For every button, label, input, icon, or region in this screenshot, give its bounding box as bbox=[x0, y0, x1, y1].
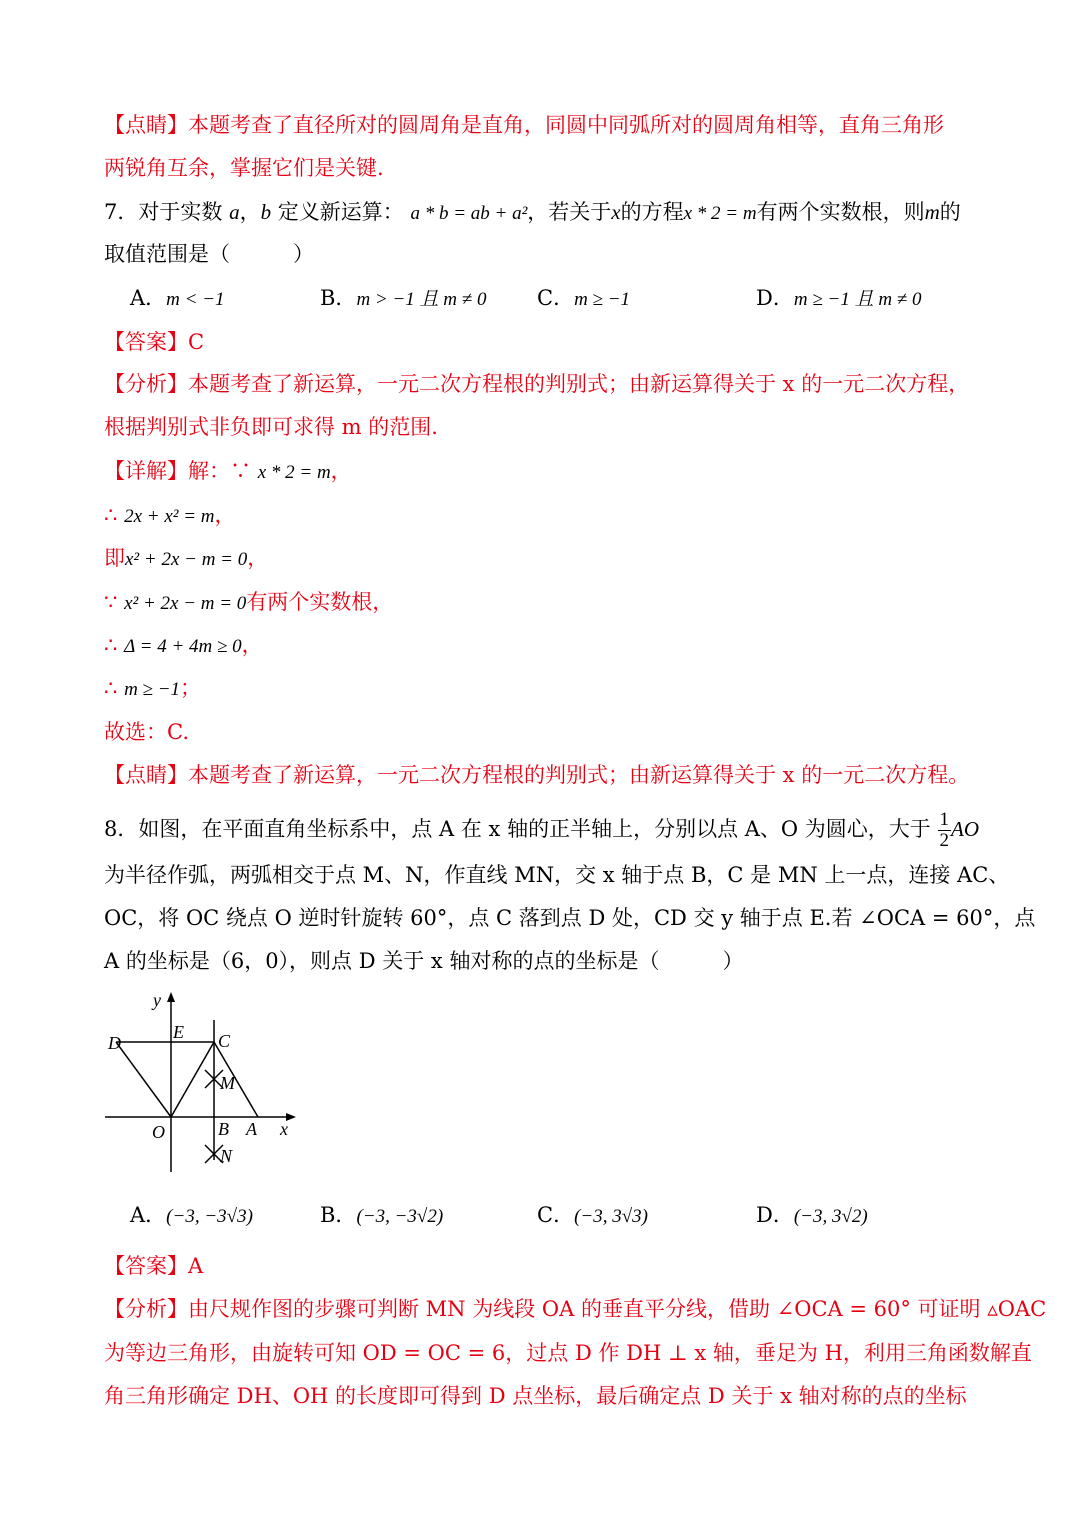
q7-choose: 故选：C. bbox=[104, 720, 189, 744]
q7-comma: ， bbox=[239, 200, 261, 224]
q8-answer: 【答案】A bbox=[104, 1254, 204, 1278]
q7-option-d: D．m ≥ −1 且 m ≠ 0 bbox=[756, 286, 922, 310]
q7-option-a: A．m < −1 bbox=[130, 286, 225, 310]
q7-option-b: B．m > −1 且 m ≠ 0 bbox=[320, 286, 487, 310]
q7-text-mid: 定义新运算： bbox=[271, 200, 404, 224]
q8-stem-line-1: 8．如图，在平面直角坐标系中，点 A 在 x 轴的正半轴上，分别以点 A、O 为圆心，大于 $\frac{1}{2}$ AO bbox=[104, 809, 979, 851]
label-b: B bbox=[218, 1119, 229, 1139]
q7-detail-step-6: ∴ m ≥ −1； bbox=[104, 676, 202, 700]
q7-text-end: 的 bbox=[939, 200, 961, 224]
q7-text-mid2: ，若关于 bbox=[527, 200, 612, 224]
q8-option-b: B．(−3, −3√2) bbox=[320, 1203, 444, 1227]
q8-option-c: C．(−3, 3√3) bbox=[537, 1203, 648, 1227]
q7-number: 7．对于实数 bbox=[104, 200, 223, 224]
q8-option-d: D．(−3, 3√2) bbox=[756, 1203, 868, 1227]
review-line-2: 两锐角互余，掌握它们是关键. bbox=[104, 156, 384, 180]
q7-var-b: b bbox=[260, 200, 272, 224]
q7-analysis-line-2: 根据判别式非负即可求得 m 的范围. bbox=[104, 415, 438, 439]
q8-stem-line-4: A 的坐标是（6，0），则点 D 关于 x 轴对称的点的坐标是（ ） bbox=[104, 949, 744, 973]
q7-text-mid3: 的方程 bbox=[620, 200, 684, 224]
q8-analysis-line-2: 为等边三角形，由旋转可知 OD = OC = 6，过点 D 作 DH ⊥ x 轴，垂足为 H，利用三角函数解直 bbox=[104, 1341, 1032, 1365]
q8-fraction: $\frac{1}{2}$ bbox=[939, 809, 949, 851]
q7-detail-step-5: ∴ Δ = 4 + 4m ≥ 0， bbox=[104, 633, 263, 657]
q7-option-c: C．m ≥ −1 bbox=[537, 286, 631, 310]
y-axis-arrow bbox=[167, 992, 175, 1002]
q7-detail-step-4: ∵ x² + 2x − m = 0有两个实数根， bbox=[104, 590, 394, 614]
label-a: A bbox=[246, 1119, 257, 1139]
q8-stem-line-2: 为半径作弧，两弧相交于点 M、N，作直线 MN，交 x 轴于点 B，C 是 MN 上一点，连接 AC、 bbox=[104, 863, 1010, 887]
q7-stem-line-2: 取值范围是（ ） bbox=[104, 242, 314, 266]
segment-do bbox=[116, 1042, 171, 1117]
q8-option-a: A．(−3, −3√3) bbox=[130, 1203, 253, 1227]
label-y: y bbox=[153, 990, 161, 1010]
label-d: D bbox=[108, 1033, 121, 1053]
q7-review: 【点睛】本题考查了新运算，一元二次方程根的判别式；由新运算得关于 x 的一元二次方程。 bbox=[104, 763, 970, 787]
q8-analysis-line-3: 角三角形确定 DH、OH 的长度即可得到 D 点坐标，最后确定点 D 关于 x 轴对称的点的坐标 bbox=[104, 1384, 967, 1408]
q7-analysis-line-1: 【分析】本题考查了新运算，一元二次方程根的判别式；由新运算得关于 x 的一元二次方程， bbox=[104, 372, 970, 396]
label-c: C bbox=[218, 1031, 231, 1051]
label-m: M bbox=[220, 1073, 235, 1093]
q7-equation: x * 2 = m bbox=[683, 203, 757, 224]
q7-var-m: m bbox=[924, 200, 940, 224]
q8-figure bbox=[100, 990, 300, 1175]
q7-text-mid4: 有两个实数根，则 bbox=[756, 200, 925, 224]
q7-detail-step-1: 【详解】解：∵ x * 2 = m， bbox=[104, 459, 352, 483]
q7-var-x: x bbox=[611, 200, 621, 224]
review-line-1: 【点睛】本题考查了直径所对的圆周角是直角，同圆中同弧所对的圆周角相等，直角三角形 bbox=[104, 113, 944, 137]
segment-oc bbox=[171, 1042, 214, 1117]
q7-stem-line-1 bbox=[104, 197, 961, 229]
label-n: N bbox=[220, 1146, 233, 1166]
q7-detail-step-3: 即x² + 2x − m = 0， bbox=[104, 546, 269, 570]
label-x: x bbox=[280, 1119, 288, 1139]
q8-stem-line-3: OC，将 OC 绕点 O 逆时针旋转 60°，点 C 落到点 D 处，CD 交 y 轴于点 E.若 ∠OCA = 60°，点 bbox=[104, 906, 1036, 930]
q7-formula: a * b = ab + a² bbox=[410, 203, 528, 224]
label-o: O bbox=[152, 1122, 165, 1142]
q8-analysis-line-1: 【分析】由尺规作图的步骤可判断 MN 为线段 OA 的垂直平分线，借助 ∠OCA = 60° 可证明 ▵OAC bbox=[104, 1297, 1047, 1321]
q7-answer: 【答案】C bbox=[104, 330, 205, 354]
label-e: E bbox=[173, 1022, 184, 1042]
q7-var-a: a bbox=[229, 200, 240, 224]
q7-detail-step-2: ∴ 2x + x² = m， bbox=[104, 503, 236, 527]
